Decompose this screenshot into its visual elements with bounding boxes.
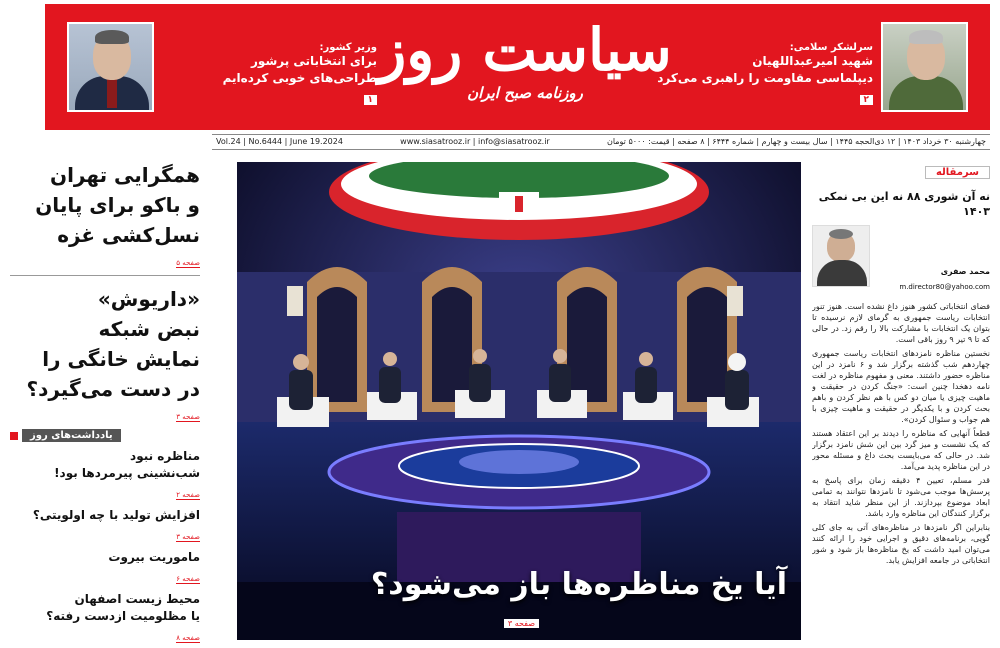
note-title: مناظره نبود xyxy=(130,449,200,463)
author-email[interactable]: m.director80@yahoo.com xyxy=(899,283,990,291)
square-marker-icon xyxy=(10,432,18,440)
story-tehran-baku[interactable] xyxy=(10,160,200,269)
headline-line: نمایش خانگی را xyxy=(42,347,200,371)
teaser-kicker: سرلشکر سلامی: xyxy=(789,42,873,53)
page-ref: صفحه ۳ xyxy=(504,619,539,628)
editorial-tag: سرمقاله xyxy=(925,166,990,179)
author-photo xyxy=(812,225,870,287)
paragraph: فضای انتخاباتی کشور هنوز داغ نشده است. هنوز تنور انتخابات ریاست جمهوری به گرمای لازم نرسیده تا بتوان یک انتخابات با مشارکت بالا را رقم زد. در حالی که تا ۹ تیر ۹ روز باقی است. xyxy=(812,302,990,344)
divider xyxy=(10,275,200,276)
website-email[interactable]: www.siasatrooz.ir | info@siasatrooz.ir xyxy=(400,137,550,146)
teaser-line: شهید امیرعبداللهیان xyxy=(752,54,873,68)
headline-line: نسل‌کشی غزه xyxy=(57,223,200,247)
page-ref: صفحه ۸ xyxy=(176,634,200,642)
issue-number: Vol.24 | No.6444 | June 19.2024 xyxy=(216,137,343,146)
headline-line: در دست می‌گیرد؟ xyxy=(26,377,200,401)
issue-date: چهارشنبه ۳۰ خرداد ۱۴۰۳ | ۱۲ ذی‌الحجه ۱۴۴۵ | سال بیست و چهارم | شماره ۶۴۴۴ | ۸ صفحه | قیمت: ۵۰۰۰ تومان xyxy=(606,137,986,146)
masthead-right-teaser[interactable] xyxy=(633,42,873,106)
interior-minister-photo xyxy=(67,22,154,112)
teaser-line: برای انتخاباتی پرشور xyxy=(251,54,377,68)
page-tag: ۲ xyxy=(860,95,874,105)
headline-line: «داریوش» xyxy=(97,287,200,311)
teaser-line: دیپلماسی مقاومت را راهبری می‌کرد xyxy=(657,71,873,85)
logo-subtitle: روزنامه صبح ایران xyxy=(467,84,583,102)
note-item[interactable] xyxy=(10,448,200,501)
paragraph: بنابراین اگر نامزدها در مناظره‌های آتی به جای کلی گویی، برنامه‌های دقیق و اجرایی خود را ارائه کنند می‌توان امید داشت که یخ مناظره‌ها باز شود و شور انتخاباتی در جامعه افزایش یابد. xyxy=(812,523,990,565)
paragraph: قطعاً آنهایی که مناظره را دیدند بر این اعتقاد هستند که یک نشست و میز گرد بین این شش نامزد برگزار شد. در حالی که می‌بایست بحث داغ و مسئله محور در این مناظره پدید می‌آمد. xyxy=(812,429,990,471)
page-ref: صفحه ۳ xyxy=(176,533,200,541)
masthead xyxy=(45,4,990,130)
paragraph: نخستین مناظره نامزدهای انتخابات ریاست جمهوری چهاردهم شب گذشته برگزار شد و ۶ نامزد در این مناظره حضور داشتند. معنی و مفهوم مناظره در لغت نامه دهخدا چنین است: «جنگ کردن در حقیقت و ماهیت چیزی یا میان دو کس با هم نظر کردن و باهم بحث کردن و با یکدیگر در حقیقت و ماهیت چیزی با هم جواب و سئوال کردن». xyxy=(812,349,990,424)
note-title: شب‌نشینی پیرمردها بود! xyxy=(54,466,200,480)
story-dariush[interactable] xyxy=(10,284,200,423)
note-title: یا مظلومیت ازدست رفته؟ xyxy=(46,609,200,623)
logo-title: سیاست روز xyxy=(378,16,672,84)
left-column xyxy=(10,160,200,642)
headline-line: همگرایی تهران xyxy=(50,163,200,187)
author-box xyxy=(812,225,990,297)
teaser-kicker: وزیر کشور: xyxy=(319,42,377,53)
editorial-body xyxy=(812,301,990,566)
newspaper-logo[interactable] xyxy=(375,10,675,122)
note-title: محیط زیست اصفهان xyxy=(74,592,200,606)
daily-notes-label: یادداشت‌های روز xyxy=(22,429,121,442)
note-item[interactable] xyxy=(10,591,200,644)
teaser-line: طراحی‌های خوبی کرده‌ایم xyxy=(222,71,377,85)
page-ref: صفحه ۵ xyxy=(176,259,200,267)
editorial-title[interactable]: نه آن شوری ۸۸ نه این بی نمکی ۱۴۰۳ xyxy=(818,190,990,218)
note-title: افزایش تولید با چه اولویتی؟ xyxy=(32,508,200,522)
debate-studio-photo[interactable] xyxy=(237,162,801,640)
main-headline: آیا یخ مناظره‌ها باز می‌شود؟ xyxy=(370,567,787,602)
page-ref: صفحه ۳ xyxy=(176,413,200,421)
headline-line: نبض شبکه xyxy=(98,317,200,341)
author-name: محمد صفری xyxy=(940,267,990,276)
headline-line: و باکو برای پایان xyxy=(35,193,200,217)
note-title: ماموریت بیروت xyxy=(108,550,200,564)
daily-notes-header xyxy=(10,429,200,442)
page-ref: صفحه ۶ xyxy=(176,575,200,583)
issue-info-bar xyxy=(212,134,990,150)
page-ref: صفحه ۲ xyxy=(176,491,200,499)
note-item[interactable] xyxy=(10,549,200,585)
note-item[interactable] xyxy=(10,507,200,543)
masthead-left-teaser[interactable] xyxy=(162,42,377,106)
page-tag: ۱ xyxy=(364,95,378,105)
editorial-column xyxy=(812,160,990,642)
irgc-commander-photo xyxy=(881,22,968,112)
paragraph: قدر مسلم، تعیین ۴ دقیقه زمان برای پاسخ به پرسش‌ها موجب می‌شود تا نامزدها نتوانند به تمامی ابعاد موضوع بپردازند. از این منظر شاید انتقاد به برگزار کنندگان این مناظره وارد باشد. xyxy=(812,476,990,518)
